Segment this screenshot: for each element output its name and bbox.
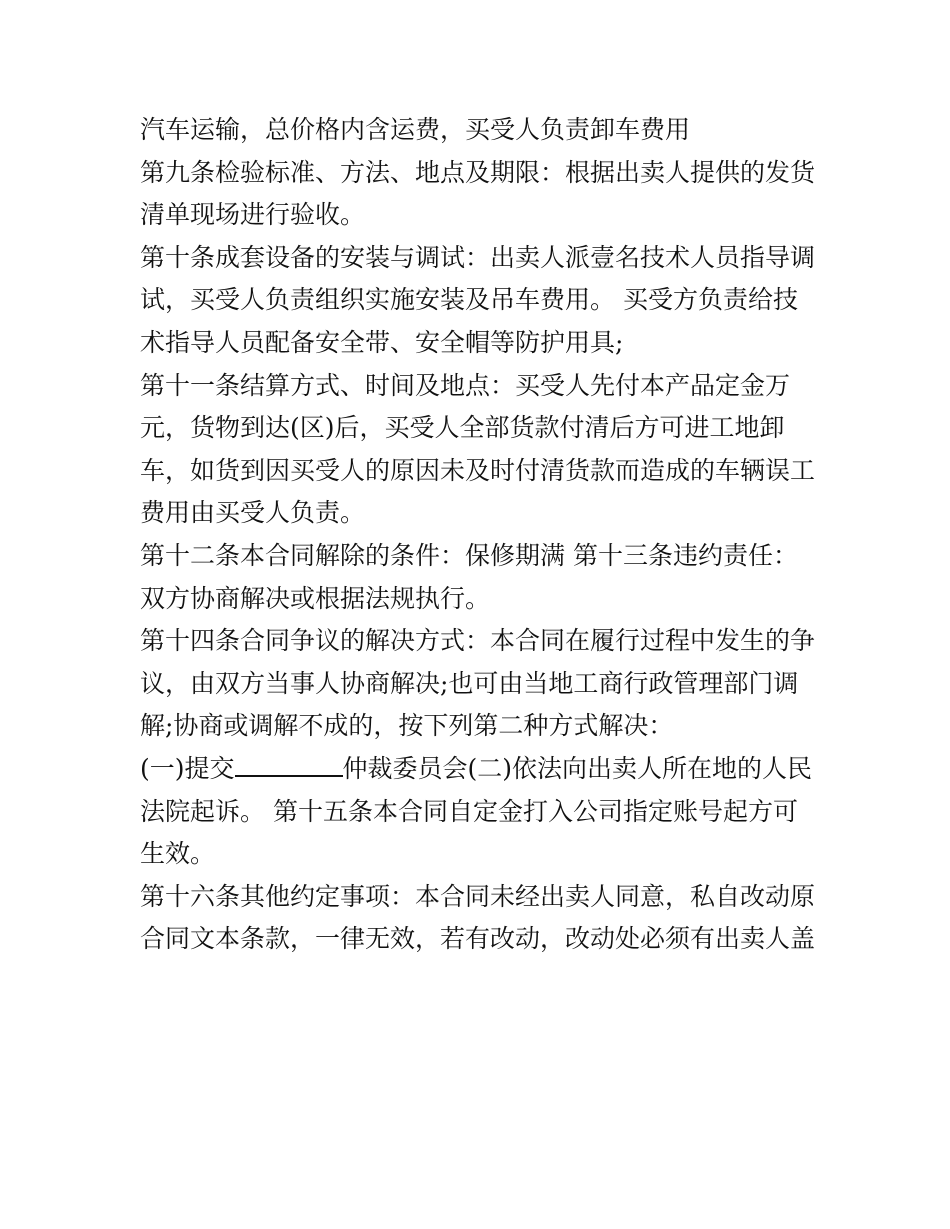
text-line-with-blank bbox=[140, 748, 820, 791]
text-line: 费用由买受人负责。 bbox=[140, 498, 366, 528]
text-line: 合同文本条款，一律无效，若有改动，改动处必须有出卖人盖 bbox=[140, 924, 816, 954]
text-line: 第九条检验标准、方法、地点及期限：根据出卖人提供的发货 bbox=[140, 157, 816, 187]
fill-in-blank bbox=[235, 753, 343, 777]
text-line: 清单现场进行验收。 bbox=[140, 200, 366, 230]
text-line: 第十一条结算方式、时间及地点：买受人先付本产品定金万 bbox=[140, 370, 791, 400]
text-line: 生效。 bbox=[140, 839, 216, 869]
text-line: 第十二条本合同解除的条件：保修期满 第十三条违约责任： bbox=[140, 540, 798, 570]
text-line: 术指导人员配备安全带、安全帽等防护用具; bbox=[140, 327, 624, 357]
text-line: 议，由双方当事人协商解决;也可由当地工商行政管理部门调 bbox=[140, 668, 799, 698]
text-line: 解;协商或调解不成的，按下列第二种方式解决： bbox=[140, 711, 674, 741]
document-body bbox=[140, 109, 820, 961]
text-line: 第十六条其他约定事项：本合同未经出卖人同意，私自改动原 bbox=[140, 881, 816, 911]
blank-prefix: (一)提交 bbox=[140, 753, 235, 783]
text-line: 双方协商解决或根据法规执行。 bbox=[140, 583, 491, 613]
text-line: 汽车运输，总价格内含运费，买受人负责卸车费用 bbox=[140, 115, 691, 144]
text-line: 第十四条合同争议的解决方式：本合同在履行过程中发生的争 bbox=[140, 626, 816, 656]
text-line: 第十条成套设备的安装与调试：出卖人派壹名技术人员指导调 bbox=[140, 242, 816, 272]
blank-suffix: 仲裁委员会(二)依法向出卖人所在地的人民 bbox=[342, 753, 813, 783]
text-line: 元，货物到达(区)后，买受人全部货款付清后方可进工地卸 bbox=[140, 413, 785, 443]
text-line: 试，买受人负责组织实施安装及吊车费用。 买受方负责给技 bbox=[140, 285, 798, 315]
text-line: 车，如货到因买受人的原因未及时付清货款而造成的车辆误工 bbox=[140, 455, 816, 485]
text-line: 法院起诉。 第十五条本合同自定金打入公司指定账号起方可 bbox=[140, 796, 798, 826]
